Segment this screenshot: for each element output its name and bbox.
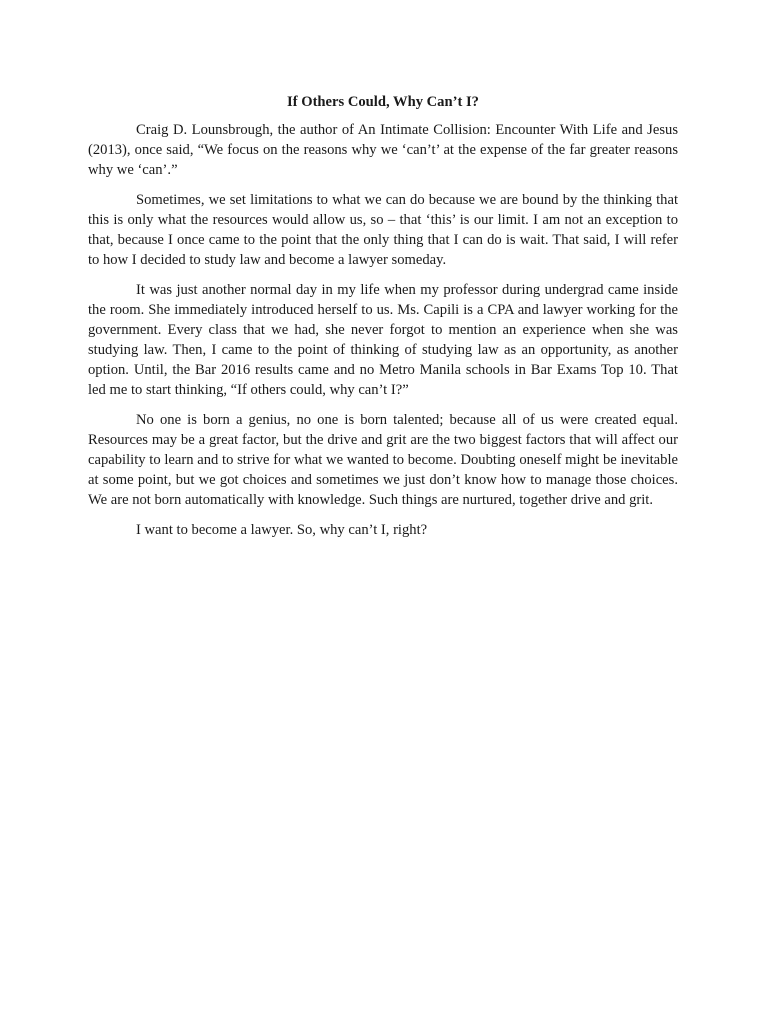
paragraph-3: It was just another normal day in my life when my professor during undergrad came inside the room. She immediately introduced herself to us. Ms. Capili is a CPA and lawyer working for the government. Every class that we had, she never forgot to mention an experience when she was studying law. Then, I came to the point of thinking of studying law as an opportunity, as another option. Until, the Bar 2016 results came and no Metro Manila schools in Bar Exams Top 10. That led me to start thinking, “If others could, why can’t I?”	[88, 282, 678, 398]
paragraph-5: I want to become a lawyer. So, why can’t I, right?	[136, 522, 428, 538]
document-title: If Others Could, Why Can’t I?	[287, 94, 479, 110]
paragraph-4: No one is born a genius, no one is born talented; because all of us were created equal. Resources may be a great factor, but the drive and grit are the two biggest factors that will affect our capability to learn and to strive for what we wanted to become. Doubting oneself might be inevitable at some point, but we got choices and sometimes we just don’t know how to manage those choices. We are not born automatically with knowledge. Such things are nurtured, together drive and grit.	[88, 412, 678, 508]
document-body	[88, 92, 678, 550]
paragraph-1: Craig D. Lounsbrough, the author of An Intimate Collision: Encounter With Life and Jesus (2013), once said, “We focus on the reasons why we ‘can’t’ at the expense of the far greater reasons why we ‘can’.”	[88, 122, 678, 178]
paragraph-2: Sometimes, we set limitations to what we can do because we are bound by the thinking that this is only what the resources would allow us, so – that ‘this’ is our limit. I am not an exception to that, because I once came to the point that the only thing that I can do is wait. That said, I will refer to how I decided to study law and become a lawyer someday.	[88, 192, 678, 268]
